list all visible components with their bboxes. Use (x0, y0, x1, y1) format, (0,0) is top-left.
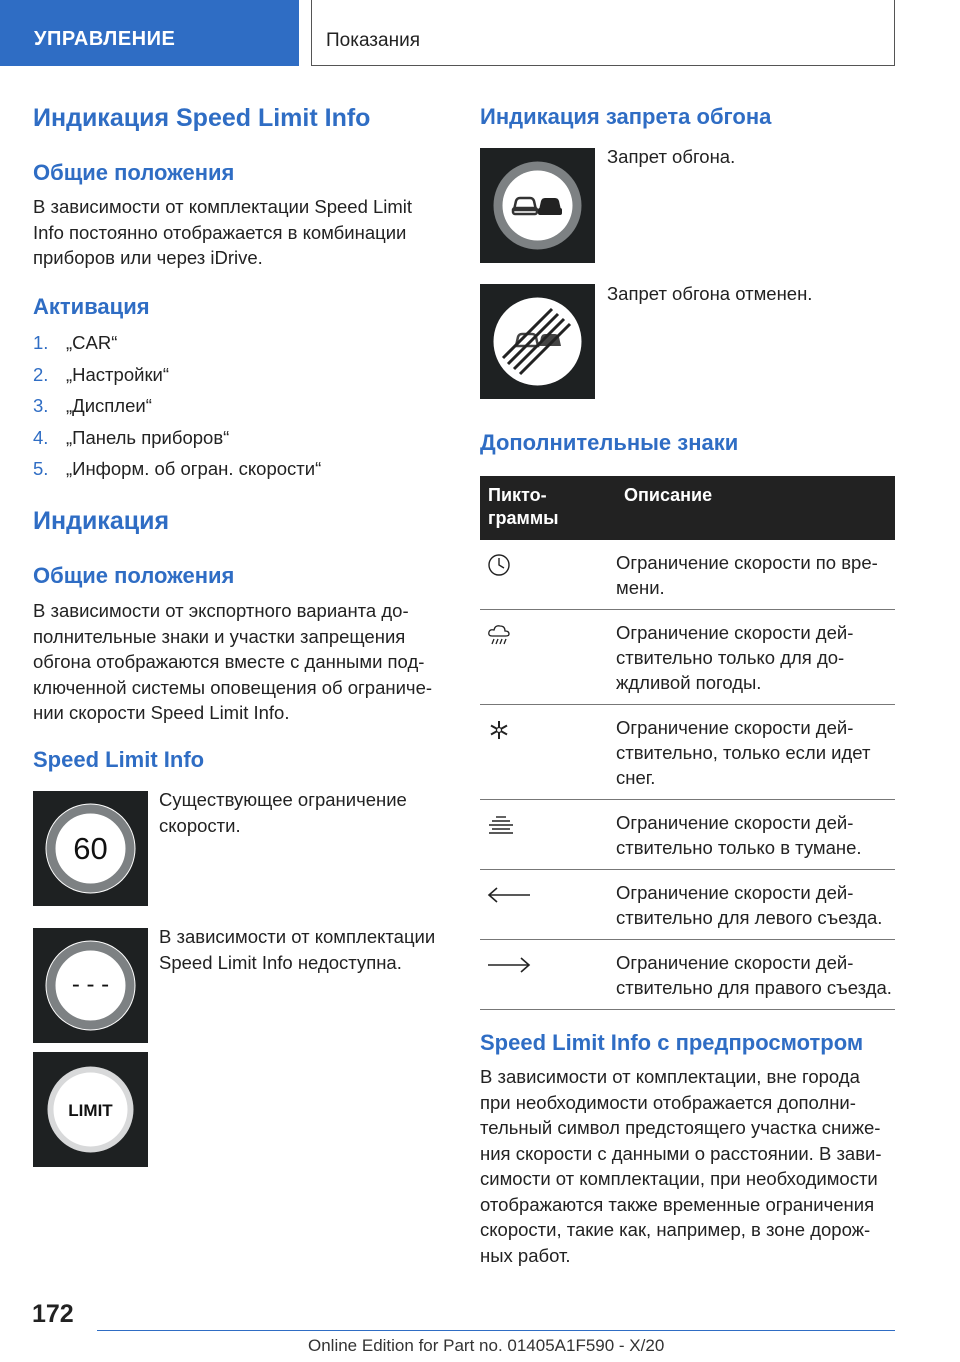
row-description: Ограничение скорости дей-ствительно только в тумане. (616, 800, 895, 870)
table-row (480, 940, 895, 1010)
extra-signs-heading: Дополнительные знаки (480, 430, 739, 455)
step-item: 1. „CAR“ (33, 332, 118, 353)
column-header-pictograms: Пикто-граммы (480, 476, 616, 540)
page-number: 172 (32, 1300, 74, 1328)
general-heading-2: Общие положения (33, 563, 235, 588)
no-overtaking-caption: Запрет обгона. (607, 146, 736, 167)
table-row (480, 800, 895, 870)
snowflake-icon (486, 717, 512, 743)
sign-60-value: 60 (73, 831, 108, 866)
row-description: Ограничение скорости по вре-мени. (616, 540, 895, 610)
table-row (480, 610, 895, 705)
section-title: Индикация Speed Limit Info (33, 104, 371, 132)
rain-icon (486, 622, 512, 648)
step-item: 5. „Информ. об огран. скорости“ (33, 458, 322, 479)
speed-limit-unavailable-sign (33, 928, 148, 1043)
general-heading: Общие положения (33, 160, 235, 185)
table-row (480, 540, 895, 610)
preview-heading: Speed Limit Info с предпросмотром (480, 1030, 864, 1055)
table-row (480, 870, 895, 940)
sign-dash-value: - - - (71, 971, 110, 998)
no-overtaking-sign (480, 148, 595, 263)
activation-heading: Активация (33, 294, 150, 319)
fog-icon (486, 812, 516, 838)
step-item: 3. „Дисплеи“ (33, 395, 152, 416)
speed-limit-info-heading: Speed Limit Info (33, 747, 205, 772)
end-no-overtaking-caption: Запрет обгона отменен. (607, 283, 813, 304)
end-no-overtaking-sign (480, 284, 595, 399)
sign-limit-value: LIMIT (68, 1101, 113, 1120)
activation-steps (33, 330, 321, 488)
indication-title: Индикация (33, 507, 170, 535)
no-overtaking-heading: Индикация запрета обгона (480, 104, 772, 129)
arrow-left-icon (486, 882, 532, 908)
extra-signs-table (480, 476, 895, 1010)
row-description: Ограничение скорости дей-ствительно для правого съезда. (616, 940, 895, 1010)
preview-text: В зависимости от комплектации, вне города при необходимости отображается дополни-тельный символ предстоящего участка сниже-ния скорости с данными о расстоянии. В зави-симости от комплектации, при необходимости отображаются также временные ограничения скорости, такие как, например, в зоне дорож-ных работ. (480, 1066, 882, 1266)
edition-note: Online Edition for Part no. 01405A1F590 - X/20 (308, 1336, 665, 1355)
step-item: 4. „Панель приборов“ (33, 426, 230, 448)
arrow-right-icon (486, 952, 532, 978)
row-description: Ограничение скорости дей-ствительно для левого съезда. (616, 870, 895, 940)
row-description: Ограничение скорости дей-ствительно, только если идет снег. (616, 705, 895, 800)
speed-limit-60-sign (33, 791, 148, 906)
step-item: 2. „Настройки“ (33, 363, 170, 385)
general-text: В зависимости от комплектации Speed Limit Info постоянно отображается в комбинации приборов или через iDrive. (33, 196, 413, 268)
section-tab: УПРАВЛЕНИЕ (0, 0, 299, 66)
sign-dash-caption: В зависимости от комплектации Speed Limit Info недоступна. (159, 926, 436, 973)
indication-text: В зависимости от экспортного варианта до-полнительные знаки и участки запрещения обгона отображаются вместе с данными под-ключенной системы оповещения об ограниче-нии скорости Speed Limit Info. (33, 600, 433, 723)
table-header-row (480, 476, 895, 540)
limit-sign (33, 1052, 148, 1167)
row-description: Ограничение скорости дей-ствительно только для до-ждливой погоды. (616, 610, 895, 705)
chapter-tab: Показания (311, 0, 895, 66)
sign-60-caption: Существующее ограничение скорости. (159, 789, 407, 836)
footer-divider (97, 1330, 895, 1331)
clock-icon (486, 552, 512, 578)
table-row (480, 705, 895, 800)
column-header-description: Описание (616, 476, 895, 540)
